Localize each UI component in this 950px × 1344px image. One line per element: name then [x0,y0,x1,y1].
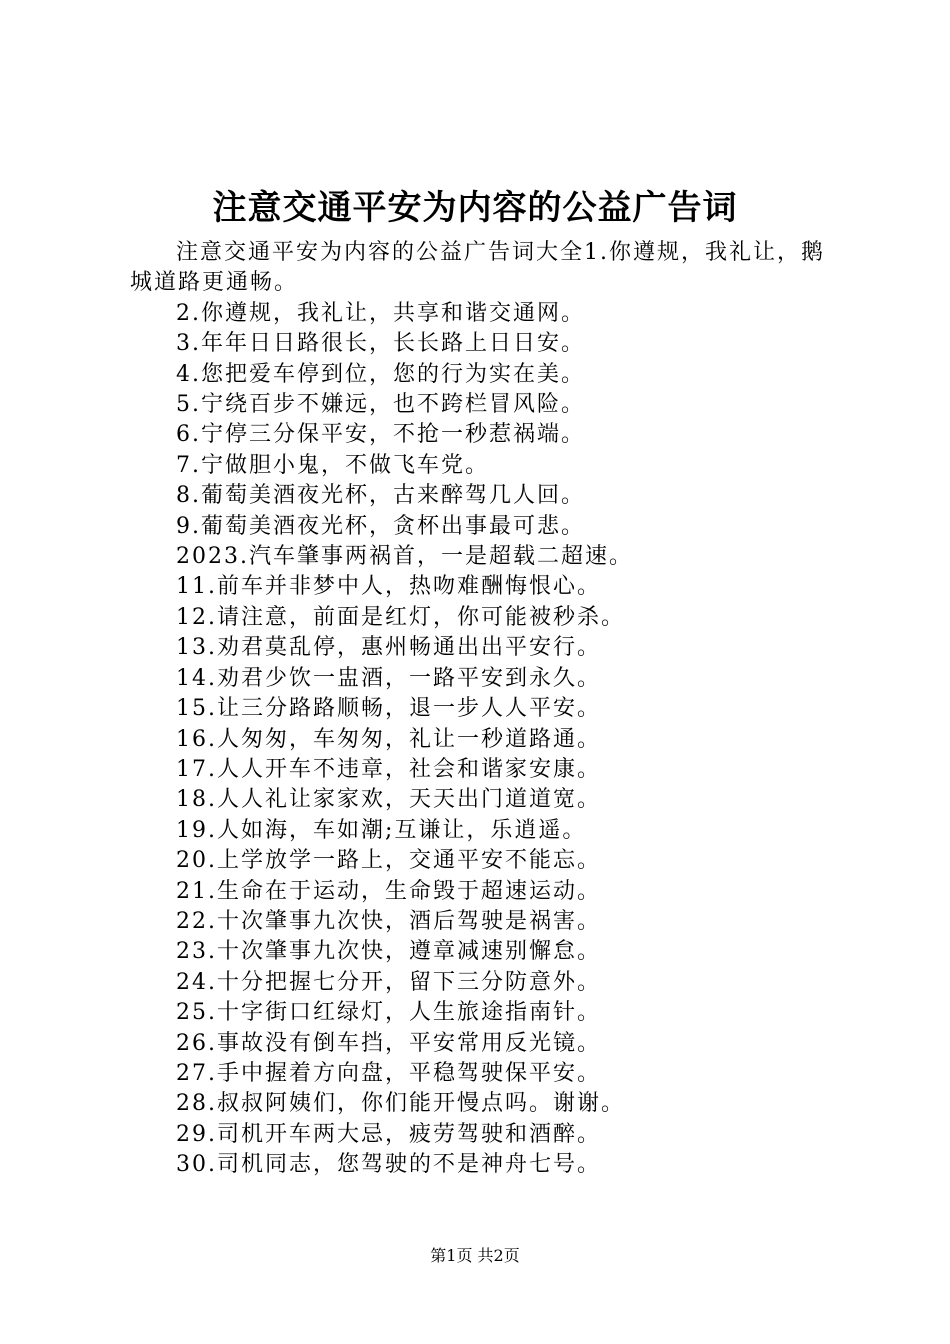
slogan-line: 16.人匆匆，车匆匆，礼让一秒道路通。 [176,726,601,752]
slogan-line: 2023.汽车肇事两祸首，一是超载二超速。 [176,544,633,570]
slogan-line: 14.劝君少饮一盅酒，一路平安到永久。 [176,665,601,691]
slogan-line: 28.叔叔阿姨们，你们能开慢点吗。谢谢。 [176,1091,625,1117]
slogan-line: 6.宁停三分保平安，不抢一秒惹祸端。 [176,422,585,448]
slogan-line: 21.生命在于运动，生命毁于超速运动。 [176,878,601,904]
slogan-line: 19.人如海，车如潮;互谦让，乐逍遥。 [176,817,587,843]
intro-paragraph: 注意交通平安为内容的公益广告词大全1.你遵规，我礼让，鹅城道路更通畅。 [130,240,825,296]
slogan-line: 5.宁绕百步不嫌远，也不跨栏冒风险。 [176,392,585,418]
slogan-line: 29.司机开车两大忌，疲劳驾驶和酒醉。 [176,1121,601,1147]
slogan-line: 12.请注意，前面是红灯，你可能被秒杀。 [176,604,625,630]
slogan-line: 18.人人礼让家家欢，天天出门道道宽。 [176,787,601,813]
slogan-line: 9.葡萄美酒夜光杯，贪杯出事最可悲。 [176,513,585,539]
slogan-line: 25.十字街口红绿灯，人生旅途指南针。 [176,1000,601,1026]
page-footer: 第1页 共2页 [430,1246,520,1265]
slogan-line: 11.前车并非梦中人，热吻难酬悔恨心。 [176,574,601,600]
document-title: 注意交通平安为内容的公益广告词 [212,188,738,228]
slogan-line: 4.您把爱车停到位，您的行为实在美。 [176,361,585,387]
slogan-line: 22.十次肇事九次快，酒后驾驶是祸害。 [176,908,601,934]
slogan-line: 30.司机同志，您驾驶的不是神舟七号。 [176,1152,601,1178]
slogan-line: 20.上学放学一路上，交通平安不能忘。 [176,848,601,874]
slogan-line: 17.人人开车不违章，社会和谐家安康。 [176,756,601,782]
slogan-line: 23.十次肇事九次快，遵章减速别懈怠。 [176,939,601,965]
slogan-list [130,299,830,1181]
slogan-line: 26.事故没有倒车挡，平安常用反光镜。 [176,1030,601,1056]
slogan-line: 15.让三分路路顺畅，退一步人人平安。 [176,696,601,722]
slogan-line: 13.劝君莫乱停，惠州畅通出出平安行。 [176,635,601,661]
slogan-line: 8.葡萄美酒夜光杯，古来醉驾几人回。 [176,483,585,509]
slogan-line: 2.你遵规，我礼让，共享和谐交通网。 [176,300,585,326]
slogan-line: 3.年年日日路很长，长长路上日日安。 [176,331,585,357]
slogan-line: 27.手中握着方向盘，平稳驾驶保平安。 [176,1060,601,1086]
document-body [130,238,830,1181]
slogan-line: 24.十分把握七分开，留下三分防意外。 [176,969,601,995]
slogan-line: 7.宁做胆小鬼，不做飞车党。 [176,452,489,478]
